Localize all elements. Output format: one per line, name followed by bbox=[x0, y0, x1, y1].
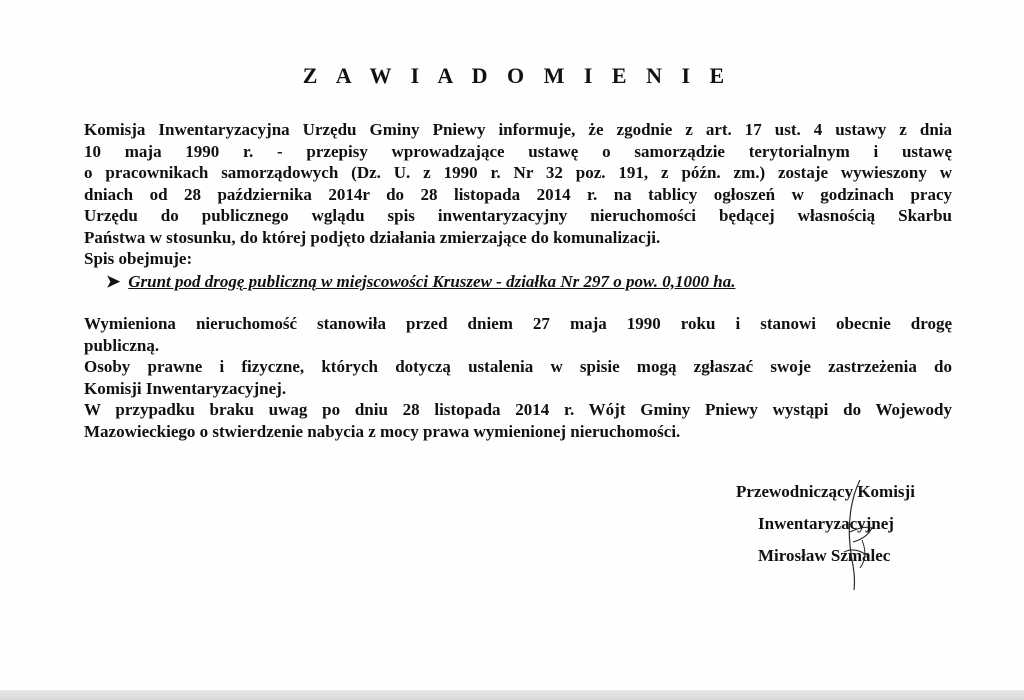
document-body bbox=[84, 119, 952, 442]
paragraph3-line: Osoby prawne i fizyczne, których dotyczą ustalenia w spisie mogą zgłaszać swoje zastrzeżenia do bbox=[84, 357, 952, 376]
scan-edge bbox=[0, 690, 1024, 700]
document-title: Z A W I A D O M I E N I E bbox=[302, 63, 732, 88]
signature-role: Przewodniczący Komisji bbox=[736, 482, 915, 501]
paragraph1-line: Urzędu do publicznego wglądu spis inwentaryzacyjny nieruchomości będącej własnością Skarbu bbox=[84, 206, 952, 225]
arrow-bullet-icon: ➤ bbox=[106, 271, 121, 291]
paragraph-gap bbox=[84, 292, 952, 313]
paragraph1-line: 10 maja 1990 r. - przepisy wprowadzające ustawę o samorządzie terytorialnym i ustawę bbox=[84, 141, 952, 161]
paragraph2-line: Wymieniona nieruchomość stanowiła przed dniem 27 maja 1990 roku i stanowi obecnie drogę bbox=[84, 314, 952, 333]
list-item bbox=[84, 271, 952, 293]
signature-committee: Inwentaryzacyjnej bbox=[758, 514, 894, 533]
handwritten-signature bbox=[820, 470, 890, 600]
paragraph3-line: Komisji Inwentaryzacyjnej. bbox=[84, 378, 287, 398]
paragraph1-line: Komisja Inwentaryzacyjna Urzędu Gminy Pniewy informuje, że zgodnie z art. 17 ust. 4 ustawy z dnia bbox=[84, 120, 952, 139]
paragraph1-line: o pracownikach samorządowych (Dz. U. z 1990 r. Nr 32 poz. 191, z późn. zm.) zostaje wywieszony w bbox=[84, 163, 952, 182]
signature-name: Mirosław Szmalec bbox=[758, 546, 891, 565]
paragraph1-line: Państwa w stosunku, do której podjęto działania zmierzające do komunalizacji. bbox=[84, 227, 661, 247]
list-item-text: Grunt pod drogę publiczną w miejscowości Kruszew - działka Nr 297 o pow. 0,1000 ha. bbox=[128, 271, 736, 291]
paragraph4-line: W przypadku braku uwag po dniu 28 listopada 2014 r. Wójt Gminy Pniewy wystąpi do Wojewody bbox=[84, 400, 952, 419]
list-intro: Spis obejmuje: bbox=[84, 249, 193, 268]
paragraph4-line: Mazowieckiego o stwierdzenie nabycia z mocy prawa wymienionej nieruchomości. bbox=[84, 421, 681, 441]
paragraph2-line: publiczną. bbox=[84, 335, 160, 355]
paragraph1-line: dniach od 28 października 2014r do 28 listopada 2014 r. na tablicy ogłoszeń w godzinach pracy bbox=[84, 184, 952, 204]
